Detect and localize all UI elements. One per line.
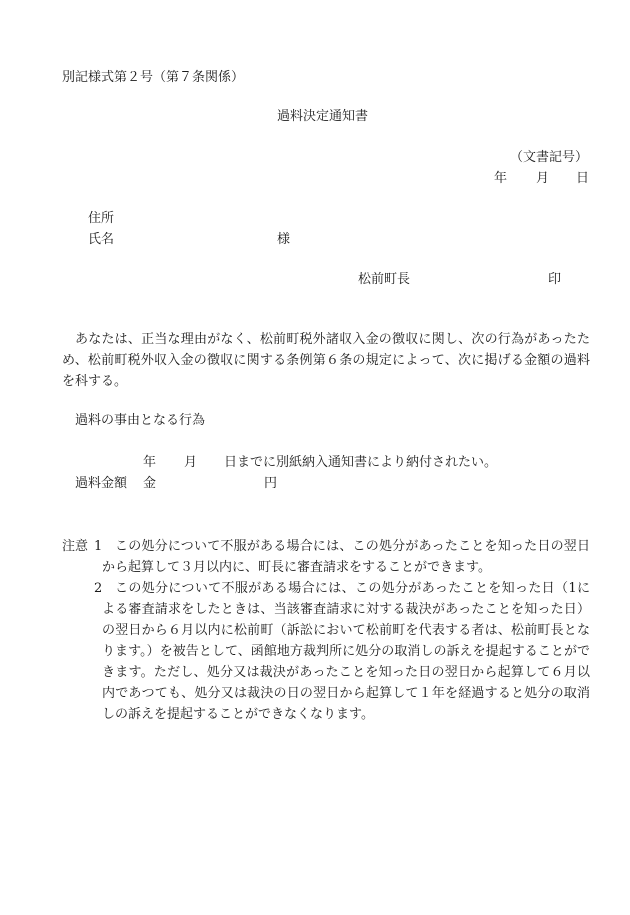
address-label: 住所 [88, 211, 115, 226]
note-1-text: この処分について不服がある場合には、この処分があったことを知った日の翌日から起算して３月以内に、町長に審査請求をすることができます。 [102, 539, 590, 575]
note-1-number: 1 [94, 539, 103, 554]
seal-mark: 印 [548, 272, 562, 287]
date-year: 年 [494, 171, 508, 186]
document-number: （文書記号） [510, 150, 589, 165]
note-2-number: 2 [94, 581, 103, 596]
date-month: 月 [536, 171, 550, 186]
name-label: 氏名 [88, 232, 115, 247]
amount-label: 過料金額 [75, 476, 128, 491]
form-label: 別記様式第２号（第７条関係） [62, 70, 245, 85]
amount-yen: 円 [264, 476, 278, 491]
amount-kin: 金 [143, 476, 157, 491]
notes-label: 注意 [62, 539, 89, 554]
document-title: 過料決定通知書 [277, 109, 369, 124]
payment-month: 月 [184, 455, 198, 470]
honorific: 様 [277, 232, 291, 247]
date-day: 日 [576, 171, 590, 186]
payment-year: 年 [143, 455, 157, 470]
note-2-text: この処分について不服がある場合には、この処分があったことを知った日（1による審査請求をしたときは、当該審査請求に対する裁決があったことを知った日）の翌日から６月以内に松前町（訴訟において松前町を代表する者は、松前町長となります。）を被告として、函館地方裁判所に処分の取消しの訴えを提起することができます。ただし、処分又は裁決があったことを知った日の翌日から起算して６月以内であつても、処分又は裁決の日の翌日から起算して１年を経過すると処分の取消しの訴えを提起することができなくなります。 [102, 581, 590, 722]
payment-deadline: 日までに別紙納入通知書により納付されたい。 [224, 455, 498, 470]
sender-name: 松前町長 [358, 272, 411, 287]
act-label: 過料の事由となる行為 [75, 413, 206, 428]
body-paragraph: あなたは、正当な理由がなく、松前町税外諸収入金の徴収に関し、次の行為があったため、松前町税外収入金の徴収に関する条例第６条の規定によって、次に掲げる金額の過料を科する。 [62, 332, 590, 389]
